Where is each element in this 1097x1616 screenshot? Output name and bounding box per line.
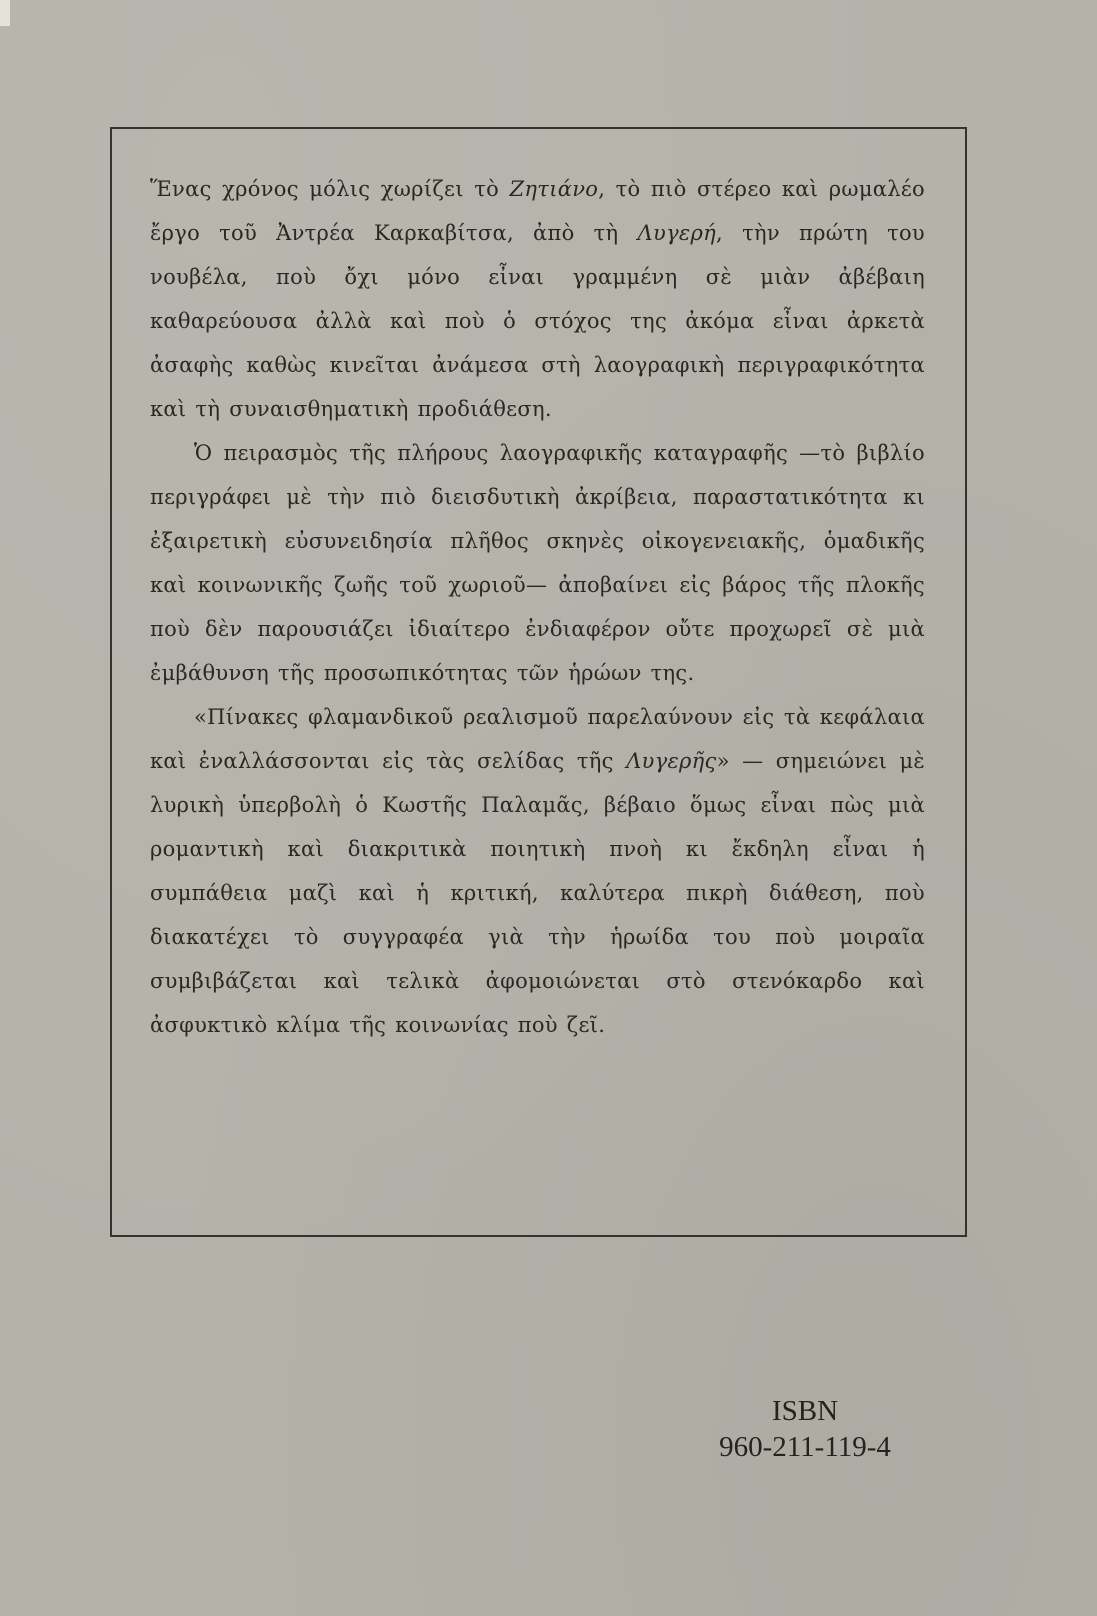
blurb-p1-text-2: , τὸ πιὸ στέρεο καὶ ρωμαλέο ἔργο τοῦ Ἀντρέα Καρκαβίτσα, ἀπὸ τὴ (150, 177, 925, 245)
blurb-p1-text-1: Ἕνας χρόνος μόλις χωρίζει τὸ (150, 177, 510, 201)
blurb-p3-text-1: «Πίνακες φλαμανδικοῦ ρεαλισμοῦ παρελαύνουν εἰς τὰ κεφάλαια καὶ ἐναλλάσσονται εἰς τὰς σελίδας τῆς (150, 705, 925, 773)
blurb-p2-text: Ὁ πειρασμὸς τῆς πλήρους λαογραφικῆς καταγραφῆς —τὸ βιβλίο περιγράφει μὲ τὴν πιὸ διεισδυτικὴ ἀκρίβεια, παραστατικότητα κι ἐξαιρετικὴ εὐσυνειδησία πλῆθος σκηνὲς οἰκογενειακῆς, ὁμαδικῆς καὶ κοινωνικῆς ζωῆς τοῦ χωριοῦ— ἀποβαίνει εἰς βάρος τῆς πλοκῆς ποὺ δὲν παρουσιάζει ἰδιαίτερο ἐνδιαφέρον οὔτε προχωρεῖ σὲ μιὰ ἐμβάθυνση τῆς προσωπικότητας τῶν ἡρώων της. (150, 441, 925, 685)
blurb-frame (110, 127, 967, 1237)
book-title-lygeris: Λυγερῆς (626, 749, 717, 773)
blurb-p1-text-3: , τὴν πρώτη του νουβέλα, ποὺ ὄχι μόνο εἶναι γραμμένη σὲ μιὰν ἀβέβαιη καθαρεύουσα ἀλλὰ καὶ ποὺ ὁ στόχος της ἀκόμα εἶναι ἀρκετὰ ἀσαφὴς καθὼς κινεῖται ἀνάμεσα στὴ λαογραφικὴ περιγραφικότητα καὶ τὴ συναισθηματικὴ προδιάθεση. (150, 221, 926, 421)
isbn-number: 960-211-119-4 (719, 1431, 891, 1463)
blurb-p3-text-2: » — σημειώνει μὲ λυρικὴ ὑπερβολὴ ὁ Κωστῆς Παλαμᾶς, βέβαιο ὅμως εἶναι πὼς μιὰ ρομαντικὴ καὶ διακριτικὰ ποιητικὴ πνοὴ κι ἔκδηλη εἶναι ἡ συμπάθεια μαζὶ καὶ ἡ κριτική, καλύτερα πικρὴ διάθεση, ποὺ διακατέχει τὸ συγγραφέα γιὰ τὴν ἡρωίδα του ποὺ μοιραῖα συμβιβάζεται καὶ τελικὰ ἀφομοιώνεται στὸ στενόκαρδο καὶ ἀσφυκτικὸ κλίμα τῆς κοινωνίας ποὺ ζεῖ. (150, 749, 926, 1037)
blurb-paragraph-2 (150, 431, 925, 695)
book-title-lygeri: Λυγερή (637, 221, 717, 245)
corner-paper-mark (0, 0, 10, 26)
blurb-paragraph-1 (150, 167, 925, 431)
blurb-paragraph-3 (150, 695, 925, 1047)
isbn-label: ISBN (771, 1395, 839, 1427)
book-title-zitianos: Ζητιάνο (509, 177, 599, 201)
isbn-block (690, 1393, 920, 1465)
